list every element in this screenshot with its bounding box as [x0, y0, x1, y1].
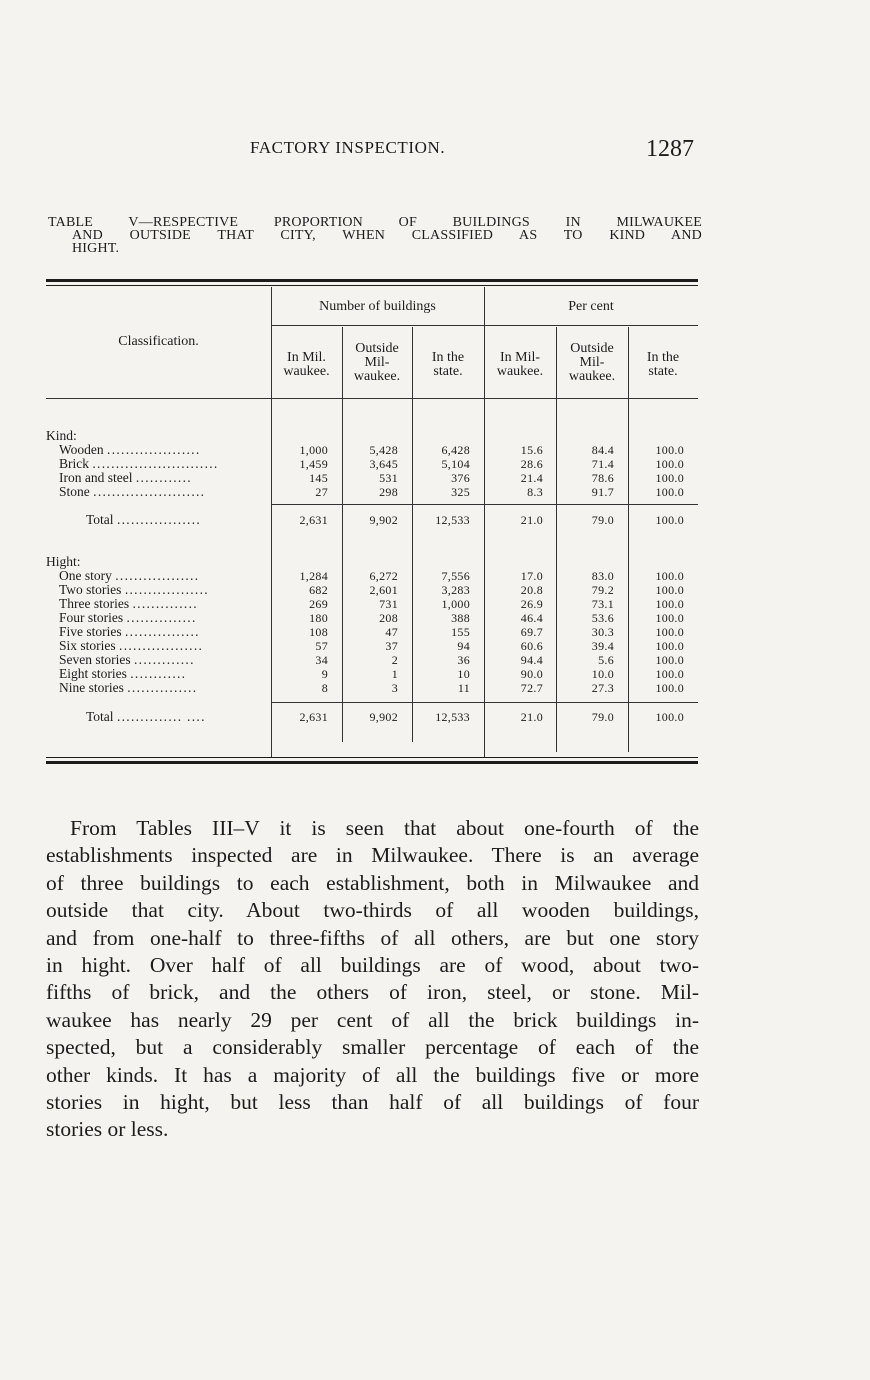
- table-top-rule: [46, 279, 698, 282]
- cell: 3: [391, 681, 398, 695]
- body-line: establishments inspected are in Milwaukee. There is an average: [46, 843, 699, 868]
- cell: 39.4: [591, 639, 614, 653]
- cell: 100.0: [655, 443, 684, 457]
- section-heading: Hight:: [46, 555, 81, 569]
- cell: 26.9: [520, 597, 543, 611]
- body-line: fifths of brick, and the others of iron, steel, or stone. Mil-: [46, 980, 699, 1005]
- group-header-rule: [271, 325, 698, 326]
- row-label: Iron and steel ............: [59, 471, 192, 485]
- caption-line: HIGHT.: [72, 241, 120, 256]
- table-row: [46, 457, 698, 471]
- cell: 100.0: [655, 513, 684, 527]
- cell: 79.0: [591, 513, 614, 527]
- table-row: [46, 443, 698, 457]
- number-of-buildings-header: Number of buildings: [319, 299, 436, 314]
- table-row: [46, 667, 698, 681]
- cell: 5.6: [598, 653, 614, 667]
- body-line: waukee has nearly 29 per cent of all the brick buildings in-: [46, 1007, 699, 1032]
- section-heading-hight: [46, 555, 698, 569]
- table-row: [46, 625, 698, 639]
- row-label: Three stories ..............: [59, 597, 198, 611]
- cell: 269: [309, 597, 328, 611]
- col-header-line: Outside: [355, 341, 399, 356]
- cell: 1,459: [299, 457, 328, 471]
- cell: 2,631: [299, 513, 328, 527]
- running-head: [0, 136, 870, 166]
- cell: 7,556: [441, 569, 470, 583]
- cell: 5,104: [441, 457, 470, 471]
- col-header-line: state.: [648, 364, 678, 379]
- cell: 100.0: [655, 611, 684, 625]
- table-row: [46, 485, 698, 499]
- page-number: 1287: [646, 136, 694, 162]
- cell: 60.6: [520, 639, 543, 653]
- cell: 208: [379, 611, 398, 625]
- cell: 10.0: [591, 667, 614, 681]
- cell: 20.8: [520, 583, 543, 597]
- cell: 100.0: [655, 667, 684, 681]
- cell: 100.0: [655, 485, 684, 499]
- cell: 8: [321, 681, 328, 695]
- row-label: Six stories ..................: [59, 639, 204, 653]
- cell: 1,284: [299, 569, 328, 583]
- row-label: Nine stories ...............: [59, 681, 198, 695]
- cell: 100.0: [655, 681, 684, 695]
- col-header-line: Mil-: [579, 355, 605, 370]
- cell: 30.3: [591, 625, 614, 639]
- row-label: Four stories ...............: [59, 611, 197, 625]
- cell: 21.0: [520, 710, 543, 724]
- body-line: of three buildings to each establishment, both in Milwaukee and: [46, 870, 699, 895]
- cell: 682: [309, 583, 328, 597]
- row-label: Total .............. ....: [86, 710, 206, 724]
- cell: 10: [457, 667, 470, 681]
- table-row: [46, 471, 698, 485]
- statistics-table: [46, 279, 698, 769]
- cell: 325: [451, 485, 470, 499]
- total-rule: [271, 504, 698, 505]
- cell: 298: [379, 485, 398, 499]
- cell: 28.6: [520, 457, 543, 471]
- cell: 36: [457, 653, 470, 667]
- col-header-outside-percent: [556, 342, 628, 384]
- table-row: [46, 611, 698, 625]
- running-title: FACTORY INSPECTION.: [250, 138, 446, 157]
- col-header-line: state.: [433, 364, 463, 379]
- cell: 6,272: [369, 569, 398, 583]
- cell: 100.0: [655, 471, 684, 485]
- cell: 1: [391, 667, 398, 681]
- cell: 94: [457, 639, 470, 653]
- row-label: Wooden ....................: [59, 443, 201, 457]
- cell: 2,631: [299, 710, 328, 724]
- col-header-line: In Mil.: [287, 350, 326, 365]
- cell: 71.4: [591, 457, 614, 471]
- cell: 79.0: [591, 710, 614, 724]
- cell: 155: [451, 625, 470, 639]
- cell: 57: [315, 639, 328, 653]
- cell: 34: [315, 653, 328, 667]
- col-header-line: waukee.: [353, 369, 401, 384]
- col-header-outside-number: [342, 342, 412, 384]
- body-line: From Tables III–V it is seen that about one-fourth of the: [70, 816, 699, 840]
- row-label: Five stories ................: [59, 625, 200, 639]
- row-label: Brick ...........................: [59, 457, 219, 471]
- col-header-line: Outside: [570, 341, 614, 356]
- cell: 731: [379, 597, 398, 611]
- cell: 12,533: [435, 513, 470, 527]
- cell: 180: [309, 611, 328, 625]
- classification-header: Classification.: [118, 334, 199, 349]
- table-row: [46, 653, 698, 667]
- cell: 94.4: [520, 653, 543, 667]
- cell: 21.4: [520, 471, 543, 485]
- body-line: spected, but a considerably smaller percentage of each of the: [46, 1035, 699, 1060]
- cell: 53.6: [591, 611, 614, 625]
- col-header-state-number: [412, 351, 484, 379]
- cell: 388: [451, 611, 470, 625]
- cell: 145: [309, 471, 328, 485]
- body-paragraph: [46, 815, 699, 1144]
- cell: 37: [385, 639, 398, 653]
- caption-line: TABLE V—RESPECTIVE PROPORTION OF BUILDINGS IN MILWAUKEE: [48, 215, 702, 230]
- cell: 9,902: [369, 513, 398, 527]
- cell: 100.0: [655, 597, 684, 611]
- cell: 100.0: [655, 639, 684, 653]
- cell: 9: [321, 667, 328, 681]
- cell: 69.7: [520, 625, 543, 639]
- cell: 100.0: [655, 569, 684, 583]
- cell: 531: [379, 471, 398, 485]
- cell: 3,283: [441, 583, 470, 597]
- body-line: stories or less.: [46, 1117, 169, 1142]
- cell: 17.0: [520, 569, 543, 583]
- total-rule: [271, 702, 698, 703]
- col-header-line: In Mil-: [499, 350, 541, 365]
- cell: 91.7: [591, 485, 614, 499]
- cell: 2: [391, 653, 398, 667]
- cell: 100.0: [655, 457, 684, 471]
- col-header-line: waukee.: [283, 364, 330, 379]
- cell: 100.0: [655, 625, 684, 639]
- section-heading: Kind:: [46, 429, 77, 443]
- total-row: [46, 513, 698, 527]
- table-row: [46, 569, 698, 583]
- row-label: One story ..................: [59, 569, 200, 583]
- cell: 100.0: [655, 710, 684, 724]
- row-label: Eight stories ............: [59, 667, 187, 681]
- cell: 79.2: [591, 583, 614, 597]
- col-header-line: waukee.: [568, 369, 616, 384]
- header-bottom-rule: [46, 398, 698, 399]
- cell: 73.1: [591, 597, 614, 611]
- cell: 100.0: [655, 583, 684, 597]
- cell: 1,000: [441, 597, 470, 611]
- cell: 90.0: [520, 667, 543, 681]
- cell: 376: [451, 471, 470, 485]
- per-cent-header: Per cent: [568, 299, 614, 314]
- total-row: [46, 710, 698, 724]
- row-label: Seven stories .............: [59, 653, 195, 667]
- cell: 83.0: [591, 569, 614, 583]
- body-line: in hight. Over half of all buildings are of wood, about two-: [46, 953, 699, 978]
- col-header-mil-percent: [484, 351, 556, 379]
- cell: 27: [315, 485, 328, 499]
- cell: 11: [457, 681, 470, 695]
- col-header-line: In the: [431, 350, 465, 365]
- caption-line: AND OUTSIDE THAT CITY, WHEN CLASSIFIED AS TO KIND AND: [72, 228, 702, 243]
- cell: 9,902: [369, 710, 398, 724]
- cell: 12,533: [435, 710, 470, 724]
- cell: 21.0: [520, 513, 543, 527]
- cell: 27.3: [591, 681, 614, 695]
- table-bottom-rule-thin: [46, 757, 698, 758]
- cell: 72.7: [520, 681, 543, 695]
- table-row: [46, 681, 698, 695]
- col-header-line: waukee.: [496, 364, 544, 379]
- cell: 3,645: [369, 457, 398, 471]
- row-label: Total ..................: [86, 513, 202, 527]
- cell: 100.0: [655, 653, 684, 667]
- table-top-rule-thin: [46, 285, 698, 286]
- col-header-mil-number: [271, 351, 342, 379]
- table-caption: [48, 216, 702, 255]
- cell: 6,428: [441, 443, 470, 457]
- cell: 78.6: [591, 471, 614, 485]
- body-line: other kinds. It has a majority of all the buildings five or more: [46, 1062, 699, 1087]
- cell: 46.4: [520, 611, 543, 625]
- section-heading-kind: [46, 429, 698, 443]
- cell: 108: [309, 625, 328, 639]
- table-row: [46, 583, 698, 597]
- col-header-line: Mil-: [364, 355, 390, 370]
- table-row: [46, 597, 698, 611]
- cell: 8.3: [527, 485, 543, 499]
- row-label: Stone ........................: [59, 485, 206, 499]
- body-line: outside that city. About two-thirds of all wooden buildings,: [46, 898, 699, 923]
- col-header-state-percent: [628, 351, 698, 379]
- body-line: stories in hight, but less than half of all buildings of four: [46, 1090, 699, 1115]
- cell: 15.6: [520, 443, 543, 457]
- table-row: [46, 639, 698, 653]
- cell: 47: [385, 625, 398, 639]
- cell: 1,000: [299, 443, 328, 457]
- table-bottom-rule: [46, 761, 698, 764]
- cell: 84.4: [591, 443, 614, 457]
- row-label: Two stories ..................: [59, 583, 209, 597]
- col-header-line: In the: [646, 350, 680, 365]
- body-line: and from one-half to three-fifths of all others, are but one story: [46, 925, 699, 950]
- cell: 2,601: [369, 583, 398, 597]
- cell: 5,428: [369, 443, 398, 457]
